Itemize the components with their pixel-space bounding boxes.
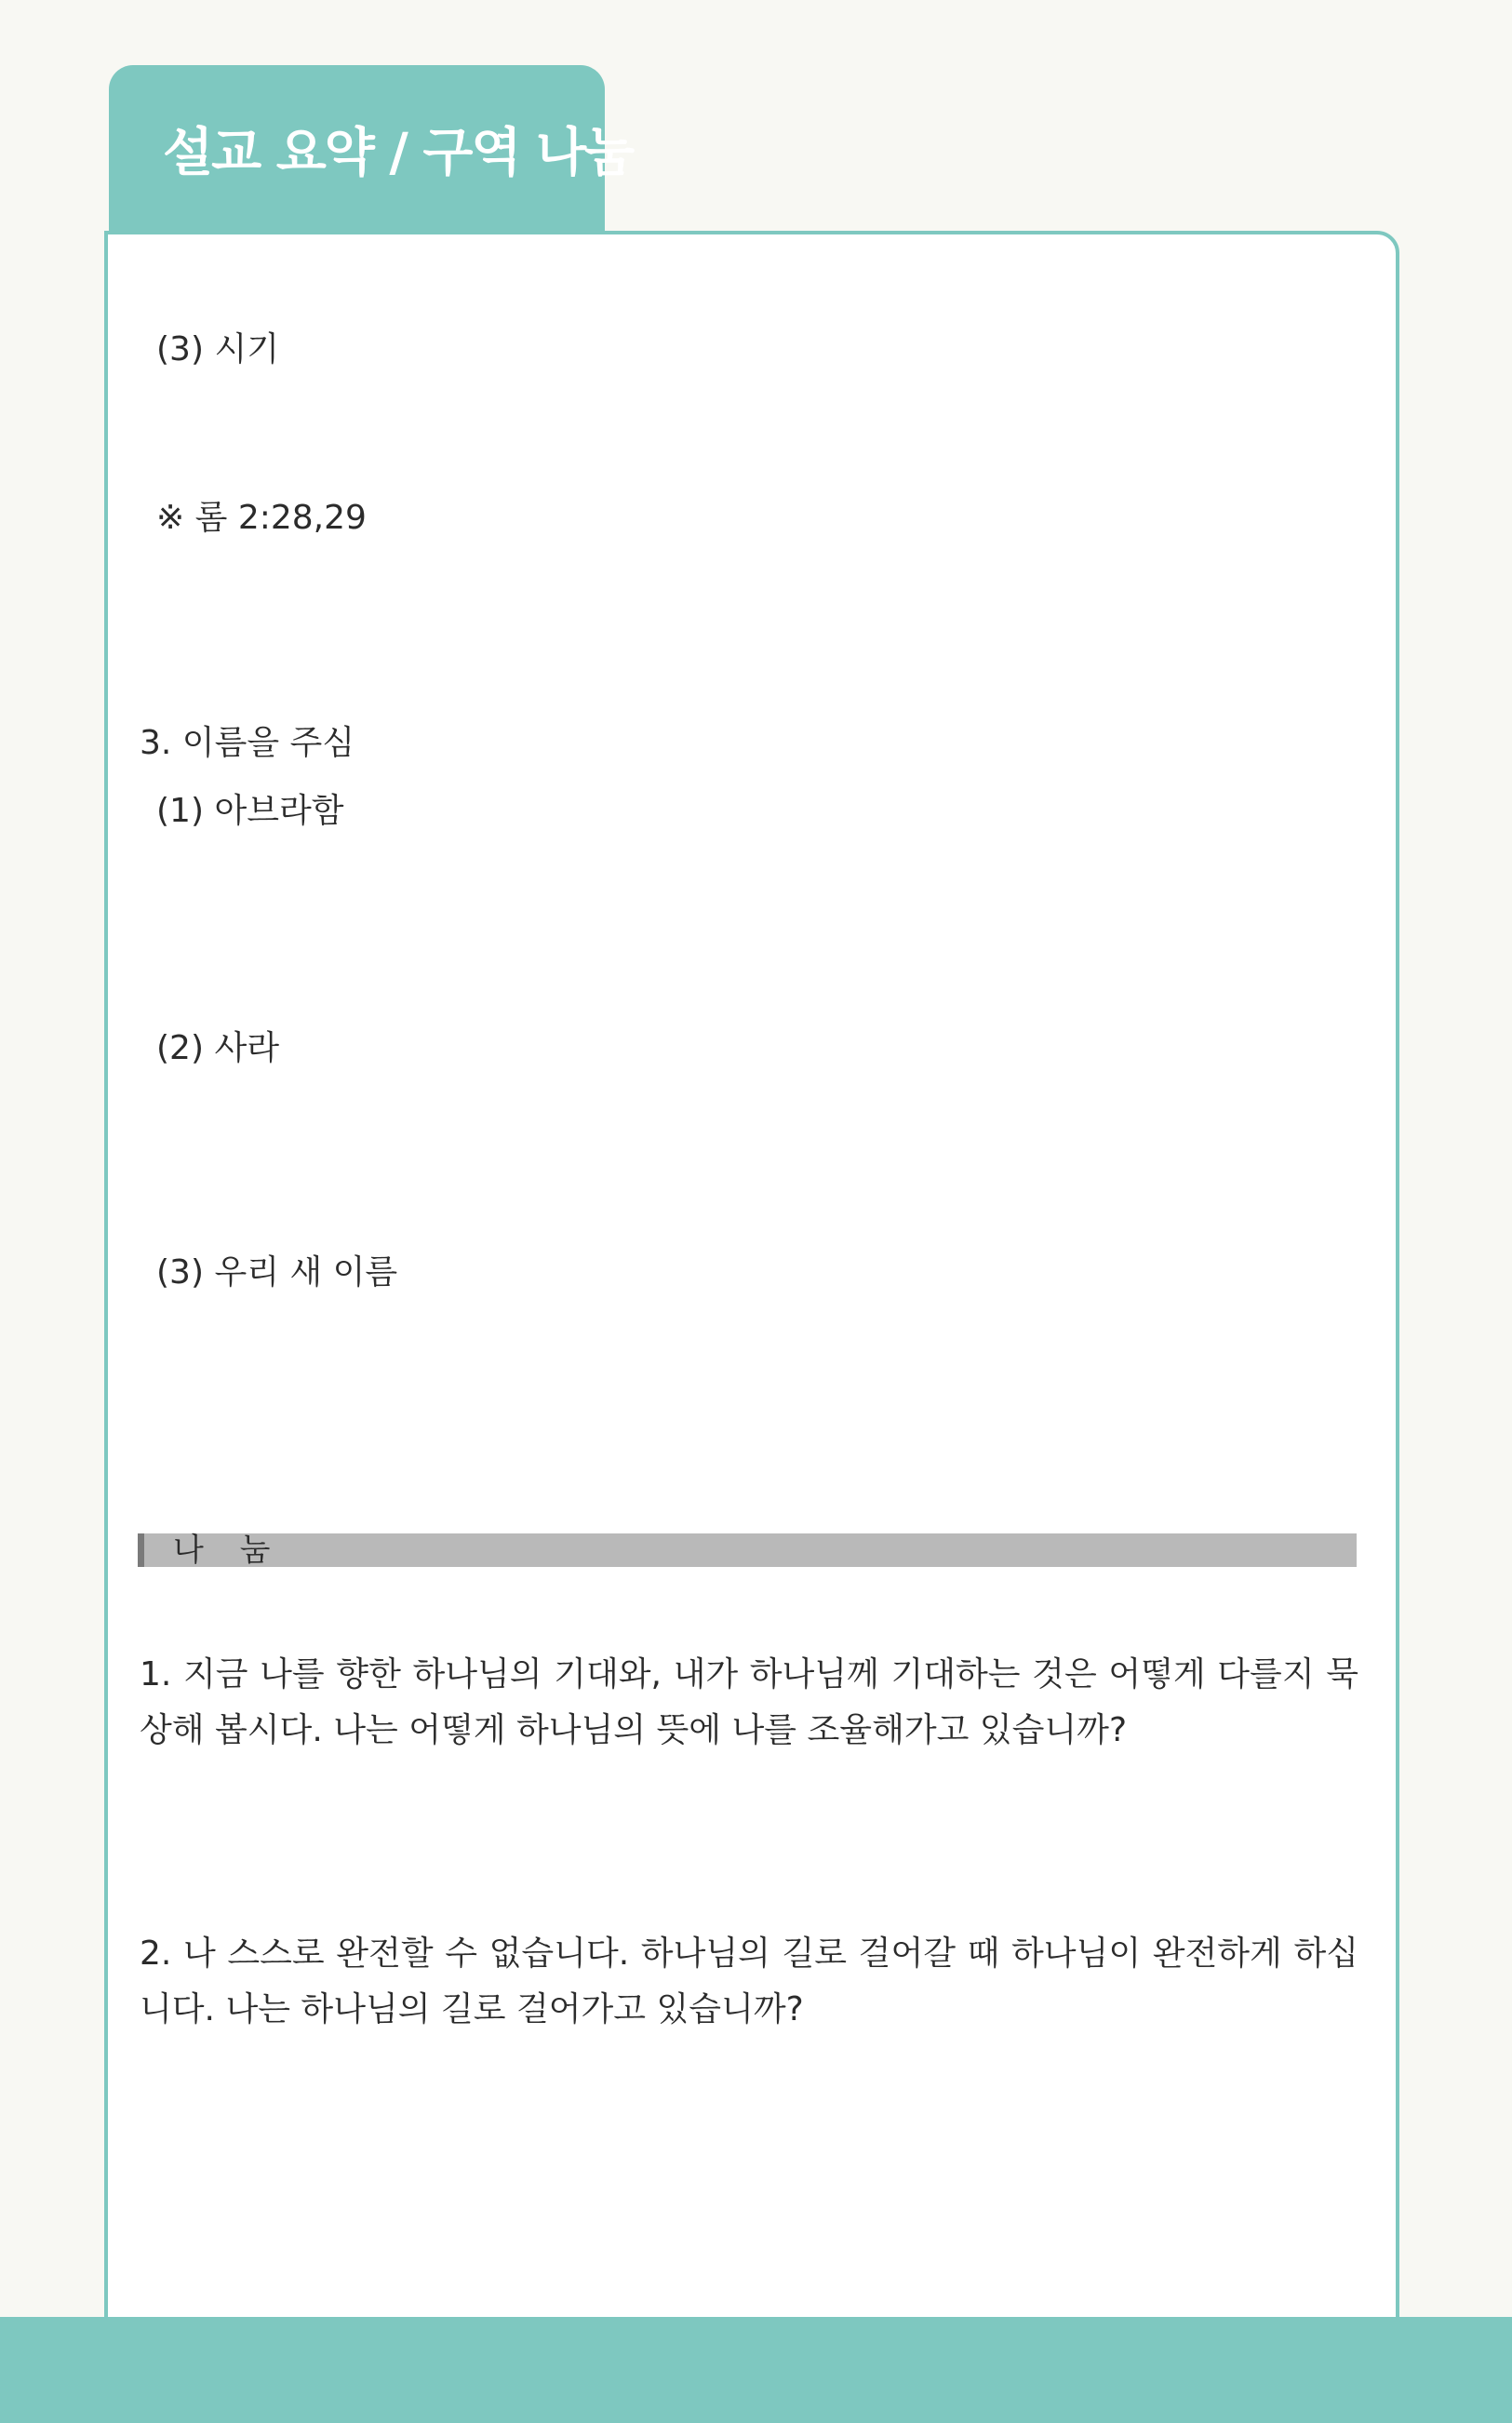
footer-band — [0, 2317, 1512, 2423]
reference-note: ※ 롬 2:28,29 — [156, 499, 367, 537]
sharing-bar-marker — [138, 1533, 144, 1567]
sharing-question-2: 2. 나 스스로 완전할 수 없습니다. 하나님의 길로 걸어갈 때 하나님이 완전하게 하십니다. 나는 하나님의 길로 걸어가고 있습니까? — [140, 1934, 1358, 2028]
sharing-label: 나 눔 — [173, 1532, 284, 1569]
outline-item-abraham: (1) 아브라함 — [156, 792, 344, 830]
outline-item-timing: (3) 시기 — [156, 330, 279, 368]
sharing-section-bar — [138, 1533, 1357, 1567]
outline-item-new-name: (3) 우리 새 이름 — [156, 1253, 398, 1292]
sharing-question-1: 1. 지금 나를 향한 하나님의 기대와, 내가 하나님께 기대하는 것은 어떻게 다를지 묵상해 봅시다. 나는 어떻게 하나님의 뜻에 나를 조율해가고 있습니까? — [140, 1655, 1358, 1749]
section-heading-names: 3. 이름을 주심 — [140, 724, 355, 762]
page-title: 설교 요약 / 구역 나눔 — [163, 123, 634, 183]
outline-item-sarah: (2) 사라 — [156, 1029, 279, 1067]
